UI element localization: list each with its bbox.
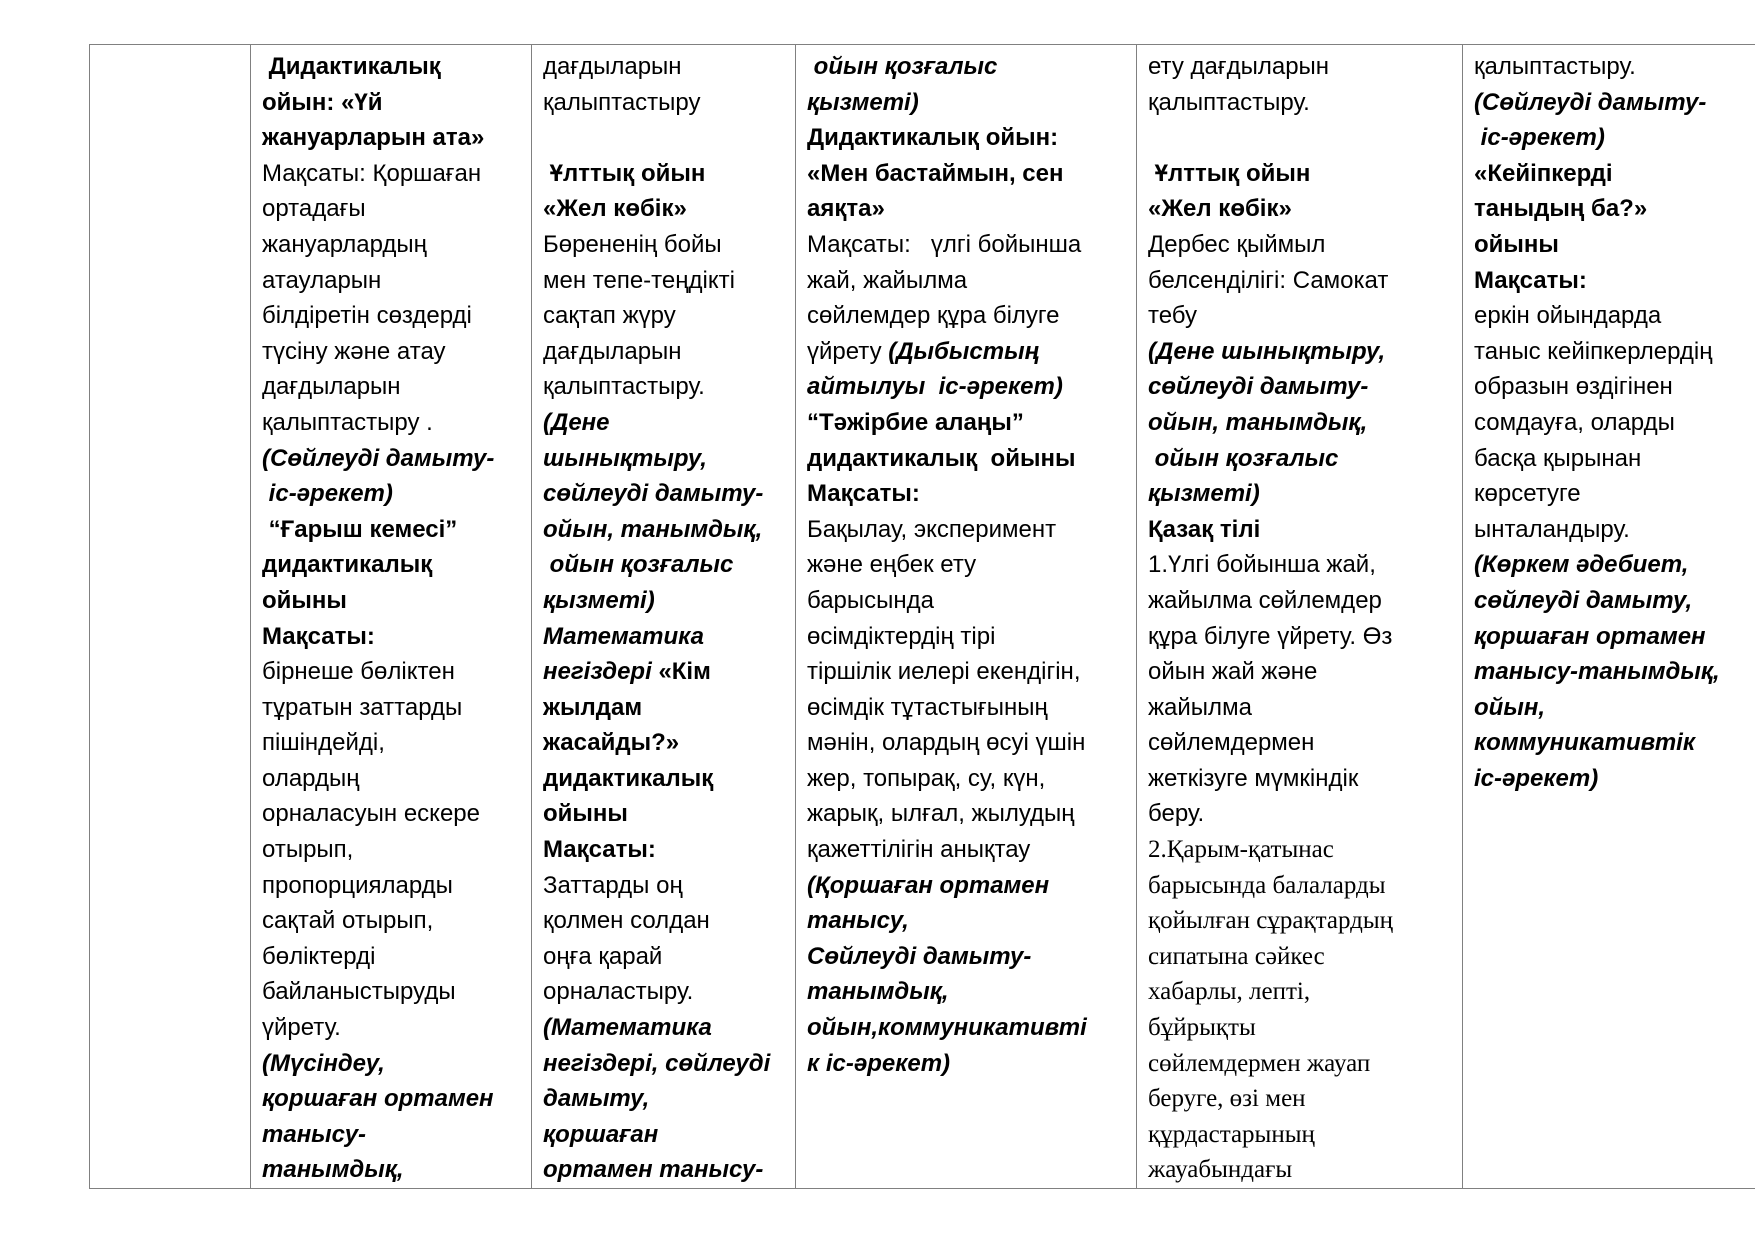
cell-col2 <box>251 45 532 1189</box>
cell-text-segment: Мақсаты: Қоршаған ортадағы жануарлардың атауларын білдіретін сөздерді түсіну және атау дағдыларын қалыптастыру . <box>262 159 482 436</box>
cell-col4 <box>796 45 1137 1189</box>
cell-text-segment: Ұлттық ойын «Жел көбік» <box>1148 159 1311 223</box>
cell-text-segment: Дидактикалық ойын: «Үй жануарларын ата» <box>262 53 485 152</box>
cell-text-segment: Заттарды оң қолмен солдан оңға қарай орналастыру. <box>543 871 710 1006</box>
cell-text-segment: Дидактикалық ойын: «Мен бастаймын, сен аяқта» <box>807 124 1064 223</box>
cell-text-segment: “Ғарыш кемесі” дидактикалық ойыны Мақсаты: <box>262 515 458 650</box>
cell-text-segment: (Дене шынықтыру, сөйлеуді дамыту- ойын, танымдық, ойын қозғалыс қызметі) Математика негіздері <box>543 408 764 686</box>
cell-text-segment: (Мүсіндеу, қоршаған ортамен танысу- танымдық, <box>262 1049 494 1184</box>
cell-text-segment: “Тәжірбие алаңы” дидактикалық ойыны Мақсаты: <box>807 408 1076 508</box>
cell-text-segment: Бөрененің бойы мен тепе-теңдікті сақтап жүру дағдыларын қалыптастыру. <box>543 230 735 401</box>
cell-text-segment: 1.Үлгі бойынша жай, жайылма сөйлемдер құра білуге үйрету. Өз ойын жай және жайылма сөйлемдермен жеткізуге мүмкіндік беру. <box>1148 551 1393 828</box>
plan-table <box>89 44 1755 1189</box>
cell-text-segment: ойын қозғалыс қызметі) <box>807 53 998 116</box>
cell-text-segment: дағдыларын қалыптастыру <box>543 53 701 116</box>
cell-col1 <box>90 45 251 1189</box>
cell-text-segment: (Математика негіздері, сөйлеуді дамыту, қоршаған ортамен танысу- <box>543 1014 771 1184</box>
cell-text-segment: Бақылау, эксперимент және еңбек ету барысында өсімдіктердің тірі тіршілік иелері екендігін, өсімдік тұтастығының мәнін, олардың өсуі үшін жер, топырақ, су, күн, жарық, ылғал, жылудың қажеттілігін анықтау <box>807 515 1086 864</box>
cell-text-segment: Дербес қыймыл белсенділігі: Самокат тебу <box>1148 230 1389 330</box>
cell-text-segment: (Қоршаған ортамен танысу, Сөйлеуді дамыту- танымдық, ойын,коммуникативті к іс-әрекет) <box>807 871 1087 1077</box>
cell-text-segment: (Дене шынықтыру, сөйлеуді дамыту- ойын, танымдық, ойын қозғалыс қызметі) <box>1148 337 1386 508</box>
cell-text-segment: ету дағдыларын қалыптастыру. <box>1148 53 1330 116</box>
cell-text-segment: (Сөйлеуді дамыту- іс-әрекет) <box>262 444 495 508</box>
cell-text-segment: Қазақ тілі <box>1148 515 1261 543</box>
cell-text-segment: (Сөйлеуді дамыту- іс-әрекет) <box>1474 88 1707 152</box>
cell-text-segment: Мақсаты: үлгі бойынша жай, жайылма сөйлемдер құра білуге үйрету <box>807 230 1082 365</box>
cell-text-segment: «Кім жылдам жасайды?» дидактикалық ойыны Мақсаты: <box>543 658 714 864</box>
table-row <box>90 45 1755 1189</box>
cell-text-segment: қалыптастыру. <box>1474 53 1636 80</box>
cell-col3 <box>532 45 796 1189</box>
cell-text-segment: 2.Қарым-қатынас барысында балаларды қойылған сұрақтардың сипатына сәйкес хабарлы, лепті, бұйрықты сөйлемдермен жауап беруге, өзі мен құрдастарының жауабындағы <box>1148 836 1394 1184</box>
cell-text-segment: Ұлттық ойын «Жел көбік» <box>543 159 706 223</box>
cell-col6 <box>1463 45 1755 1189</box>
cell-text-segment: (Дыбыстың айтылуы іс-әрекет) <box>807 337 1063 401</box>
cell-text-segment: (Көркем әдебиет, сөйлеуді дамыту, қоршаған ортамен танысу-танымдық, ойын, коммуникативтік іс-әрекет) <box>1474 551 1720 792</box>
cell-text-segment: еркін ойындарда таныс кейіпкерлердің образын өздігінен сомдауға, оларды басқа қырынан көрсетуге ынталандыру. <box>1474 302 1713 543</box>
cell-text-segment: «Кейіпкерді таныдың ба?» ойыны Мақсаты: <box>1474 159 1648 294</box>
cell-text-segment: бірнеше бөліктен тұратын заттарды пішіндейді, олардың орналасуын ескере отырып, пропорцияларды сақтай отырып, бөліктерді байланыстыруды үйрету. <box>262 658 480 1042</box>
cell-col5 <box>1137 45 1463 1189</box>
